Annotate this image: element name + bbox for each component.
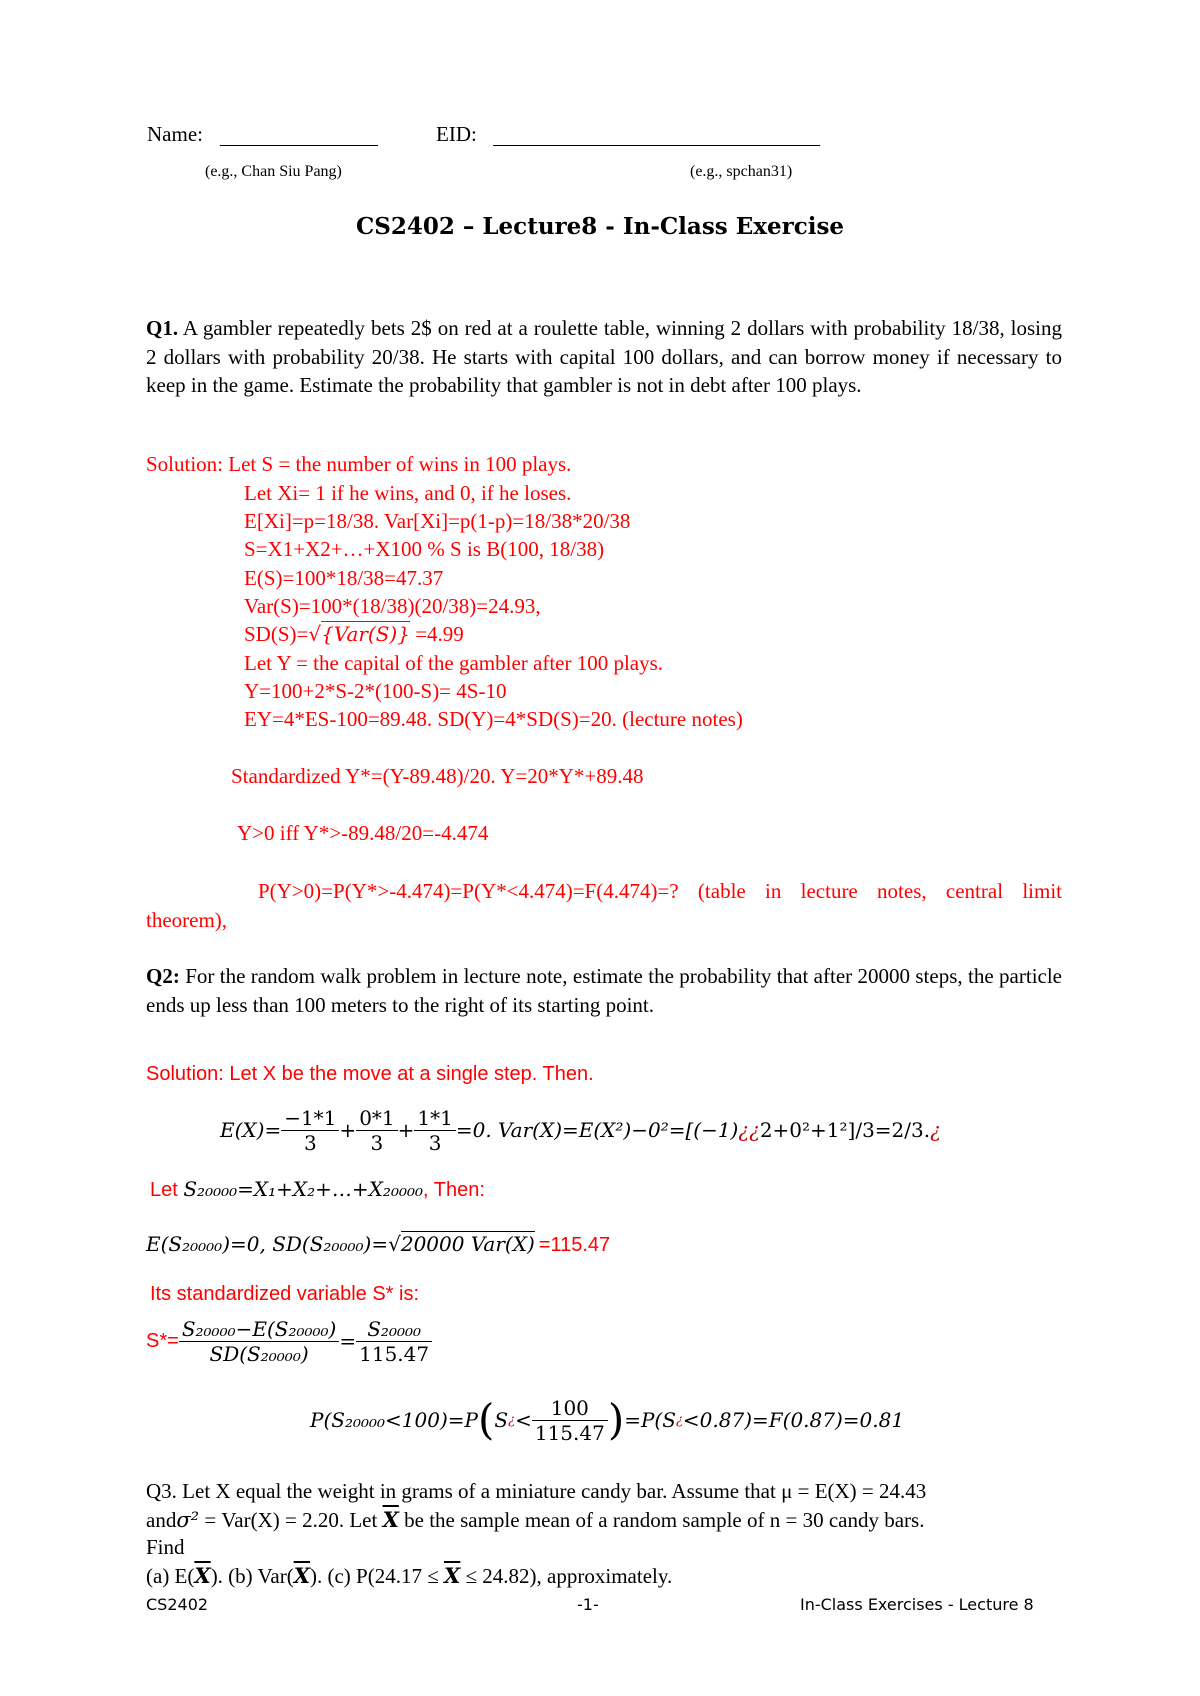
q1-text: A gambler repeatedly bets 2$ on red at a roulette table, winning 2 dollars with probability 18/38, losing 2 dollars with probability 20/38. He starts with capital 100 dollars, and can borrow money if necessary to keep in the game. Estimate the probability that gambler is not in debt after 100 plays.: [146, 316, 1062, 397]
prob-left: P(S₂₀₀₀₀<100)=P: [310, 1408, 478, 1432]
q2-let-line: [150, 1177, 485, 1202]
x-bar: $\overline{X}$: [382, 1507, 399, 1532]
sd-sqrt-content: {Var(S)}: [321, 622, 410, 646]
eq1-left: E(X)=: [220, 1118, 282, 1142]
sstar-frac-1: $\frac{\text{S₂₀₀₀₀−E(S₂₀₀₀₀)}}{\text{SD(S₂₀₀₀₀)}}$: [179, 1317, 340, 1366]
x-bar: $\overline{X}$: [194, 1563, 211, 1588]
es-value: =115.47: [538, 1234, 611, 1256]
q2-question: [146, 962, 1062, 1019]
eq1-glyph-1: ¿¿: [738, 1118, 760, 1142]
q2-sstar-line: [146, 1307, 432, 1375]
q1-solution-line-13: P(Y>0)=P(Y*>-4.474)=P(Y*<4.474)=F(4.474)=? (table in lecture notes, central limit theorem),: [146, 879, 1062, 932]
prob-inner-s: S: [494, 1408, 509, 1432]
prob-right: =P(S: [624, 1408, 676, 1432]
q1-solution-line-6: Var(S)=100*(18/38)(20/38)=24.93,: [244, 594, 541, 618]
name-blank-line: [220, 145, 378, 146]
name-label: Name:: [147, 122, 203, 146]
eq1-glyph-2: ¿: [930, 1118, 941, 1142]
q2-text: For the random walk problem in lecture note, estimate the probability that after 20000 steps, the particle ends up less than 100 meters to the right of its starting point.: [146, 964, 1063, 1017]
eq1-frac-2: $\frac{0*1}{3}$: [356, 1106, 397, 1155]
q3-line-4: (a) $E(\overline{X})$. (b) $Var(\overline{X})$. (c) $P(24.17 \le \overline{X} \le 24.82)$, approximately.: [146, 1563, 673, 1588]
prob-right-glyph: ¿: [675, 1412, 683, 1428]
q2-probability-line: P(S₂₀₀₀₀<100)=P ( S ¿ < $\frac{100}{115.47}$ ) =P(S ¿ <0.87)=F(0.87)=0.81: [310, 1395, 905, 1445]
sstar-prefix: S*=: [146, 1329, 179, 1352]
sd-value: =4.99: [415, 622, 464, 646]
q3-line-2: andσ² = Var(X) = 2.20. Let $\overline{X}$ be the sample mean of a random sample of n = 30 candy bars.: [146, 1507, 925, 1532]
q3-line-1: Q3. Let X equal the weight in grams of a miniature candy bar. Assume that μ = E(X) = 24.43: [146, 1479, 927, 1503]
let-prefix: Let: [150, 1179, 184, 1201]
q1-solution-line-7: SD(S)=√{Var(S)} =4.99: [244, 622, 464, 646]
es-expression: E(S₂₀₀₀₀)=0, SD(S₂₀₀₀₀)=: [146, 1232, 389, 1256]
sstar-frac-2: $\frac{\text{S₂₀₀₀₀}}{115.47}$: [356, 1317, 432, 1366]
es-sqrt-content: 20000 Var(X): [400, 1232, 535, 1256]
eid-blank-line: [493, 145, 820, 146]
q1-solution-line-11: Standardized Y*=(Y-89.48)/20. Y=20*Y*+89.48: [231, 764, 644, 788]
page-title: CS2402 – Lecture8 - In-Class Exercise: [355, 213, 845, 240]
q2-solution-intro: Solution: Let X be the move at a single step. Then.: [146, 1063, 594, 1085]
footer-right: In-Class Exercises - Lecture 8: [800, 1595, 1034, 1614]
q1-solution-line-9: Y=100+2*S-2*(100-S)= 4S-10: [244, 679, 507, 703]
q3-line-3: Find: [146, 1535, 185, 1559]
let-expression: S₂₀₀₀₀=X₁+X₂+…+X₂₀₀₀₀: [183, 1177, 424, 1201]
q2-equation-expectation: E(X)= $\frac{-1*1}{3}$ + $\frac{0*1}{3}$ + $\frac{1*1}{3}$ =0. Var(X)=E(X²)−0²=[(−1) ¿¿ 2+0²+1²]/3=2/3. ¿: [220, 1105, 941, 1155]
q2-es-line: E(S₂₀₀₀₀)=0, SD(S₂₀₀₀₀)=√20000 Var(X) =115.47: [146, 1232, 611, 1256]
q1-solution-line-5: E(S)=100*18/38=47.37: [244, 566, 444, 590]
prob-inner-lt: <: [515, 1408, 532, 1432]
q1-solution-line-10: EY=4*ES-100=89.48. SD(Y)=4*SD(S)=20. (lecture notes): [244, 707, 743, 731]
sd-label: SD(S)=: [244, 622, 309, 646]
eid-example: (e.g., spchan31): [690, 163, 793, 180]
q2-label: Q2:: [146, 964, 180, 988]
q1-solution-line-3: E[Xi]=p=18/38. Var[Xi]=p(1-p)=18/38*20/38: [244, 509, 631, 533]
sstar-eq: =: [339, 1329, 357, 1353]
eq1-right: =0. Var(X)=E(X²)−0²=[(−1): [455, 1118, 739, 1142]
eq1-frac-1: $\frac{-1*1}{3}$: [281, 1106, 339, 1155]
q2-standardized-label: Its standardized variable S* is:: [150, 1283, 420, 1305]
x-bar: $\overline{X}$: [443, 1563, 461, 1588]
footer-page-number: -1-: [577, 1595, 599, 1614]
footer-left: CS2402: [146, 1595, 209, 1614]
q1-solution-line-1: Solution: Let S = the number of wins in 100 plays.: [146, 452, 572, 476]
prob-frac: $\frac{100}{115.47}$: [532, 1396, 608, 1445]
name-example: (e.g., Chan Siu Pang): [205, 163, 342, 180]
q1-solution-line-8: Let Y = the capital of the gambler after 100 plays.: [244, 651, 664, 675]
eq1-tail: 2+0²+1²]/3=2/3.: [759, 1118, 931, 1142]
prob-tail: <0.87)=F(0.87)=0.81: [682, 1408, 905, 1432]
q1-solution-line-4: S=X1+X2+…+X100 % S is B(100, 18/38): [244, 537, 605, 561]
sigma-squared: σ²: [176, 1508, 200, 1532]
q1-solution-line-12: Y>0 iff Y*>-89.48/20=-4.474: [237, 821, 489, 845]
eid-label: EID:: [436, 122, 477, 146]
q1-question: [146, 314, 1062, 400]
let-suffix: , Then:: [423, 1179, 485, 1201]
x-bar: $\overline{X}$: [293, 1563, 310, 1588]
q1-label: Q1.: [146, 316, 179, 340]
prob-inner-glyph: ¿: [508, 1412, 516, 1428]
q1-solution-line-2: Let Xi= 1 if he wins, and 0, if he loses.: [244, 481, 572, 505]
eq1-frac-3: $\frac{1*1}{3}$: [414, 1106, 455, 1155]
